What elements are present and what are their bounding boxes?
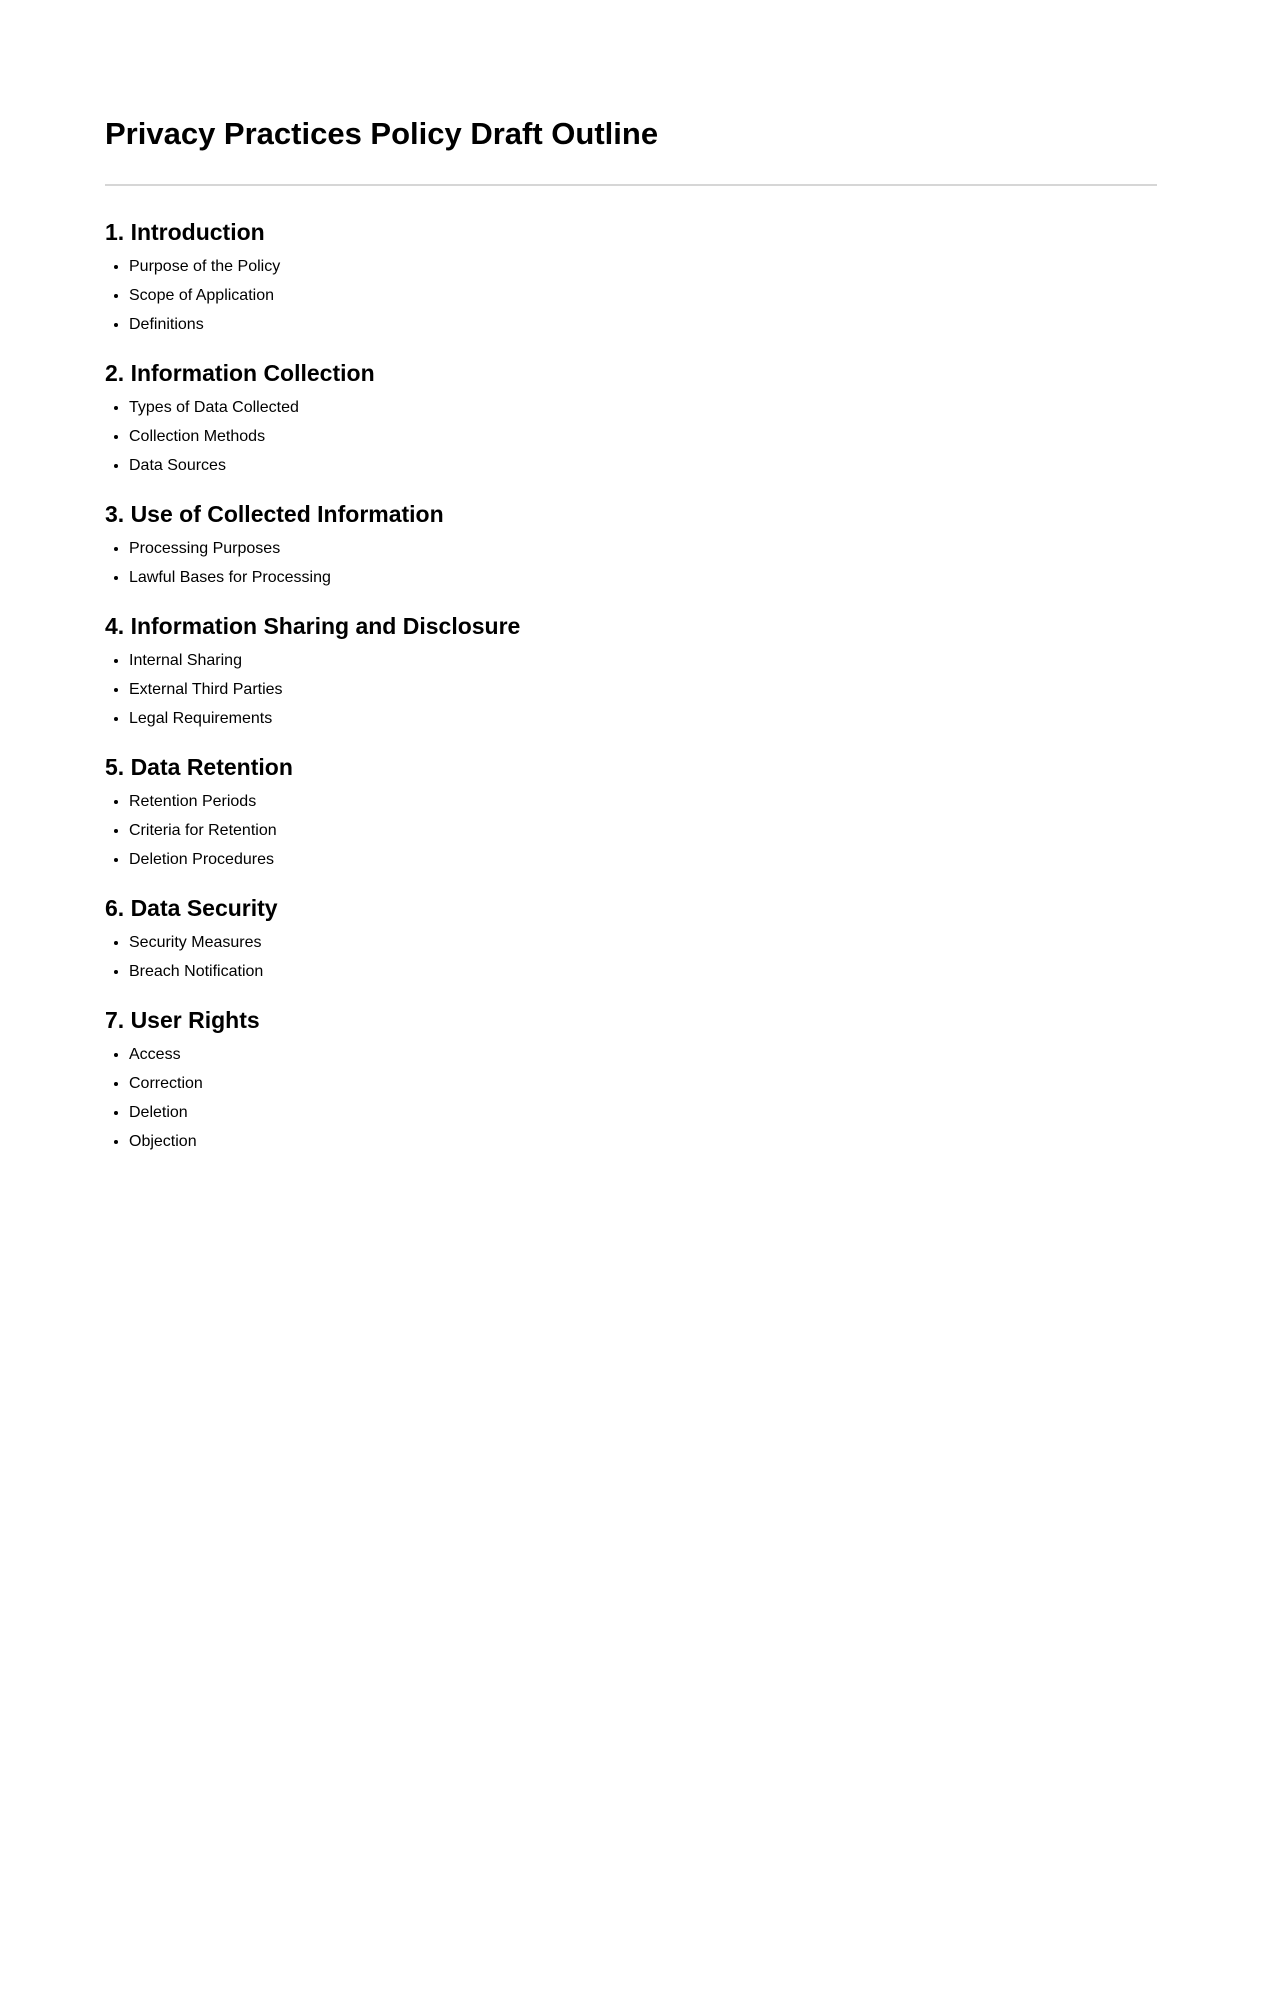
section-heading: 4. Information Sharing and Disclosure xyxy=(105,613,521,639)
list-item: • Internal Sharing xyxy=(129,651,1157,671)
outline-section xyxy=(105,214,1157,335)
list-item: • Retention Periods xyxy=(129,792,1157,812)
list-item: • Purpose of the Policy xyxy=(129,257,1157,277)
list-item: • Objection xyxy=(129,1132,1157,1152)
list-item: • Security Measures xyxy=(129,933,1157,953)
list-item: • Deletion xyxy=(129,1103,1157,1123)
outline-section xyxy=(105,496,1157,588)
section-item-list xyxy=(105,1045,1157,1152)
section-item-list xyxy=(105,651,1157,729)
outline-section xyxy=(105,890,1157,982)
section-heading: 6. Data Security xyxy=(105,895,278,921)
outline-section xyxy=(105,1002,1157,1152)
document-container xyxy=(105,0,1157,1300)
section-heading: 1. Introduction xyxy=(105,219,265,245)
section-heading: 5. Data Retention xyxy=(105,754,293,780)
section-heading: 2. Information Collection xyxy=(105,360,375,386)
section-item-list xyxy=(105,792,1157,870)
list-item: • Collection Methods xyxy=(129,427,1157,447)
list-item: • Processing Purposes xyxy=(129,539,1157,559)
section-item-list xyxy=(105,257,1157,335)
outline-sections xyxy=(105,214,1157,1172)
outline-section xyxy=(105,608,1157,729)
section-item-list xyxy=(105,933,1157,982)
section-item-list xyxy=(105,398,1157,476)
list-item: • Correction xyxy=(129,1074,1157,1094)
list-item: • Data Sources xyxy=(129,456,1157,476)
list-item: • Deletion Procedures xyxy=(129,850,1157,870)
list-item: • Scope of Application xyxy=(129,286,1157,306)
page-title: Privacy Practices Policy Draft Outline xyxy=(105,116,659,151)
list-item: • External Third Parties xyxy=(129,680,1157,700)
outline-section xyxy=(105,749,1157,870)
list-item: • Criteria for Retention xyxy=(129,821,1157,841)
list-item: • Definitions xyxy=(129,315,1157,335)
list-item: • Types of Data Collected xyxy=(129,398,1157,418)
section-heading: 3. Use of Collected Information xyxy=(105,501,444,527)
title-divider xyxy=(105,184,1157,186)
section-item-list xyxy=(105,539,1157,588)
list-item: • Access xyxy=(129,1045,1157,1065)
list-item: • Breach Notification xyxy=(129,962,1157,982)
outline-section xyxy=(105,355,1157,476)
section-heading: 7. User Rights xyxy=(105,1007,260,1033)
list-item: • Legal Requirements xyxy=(129,709,1157,729)
list-item: • Lawful Bases for Processing xyxy=(129,568,1157,588)
